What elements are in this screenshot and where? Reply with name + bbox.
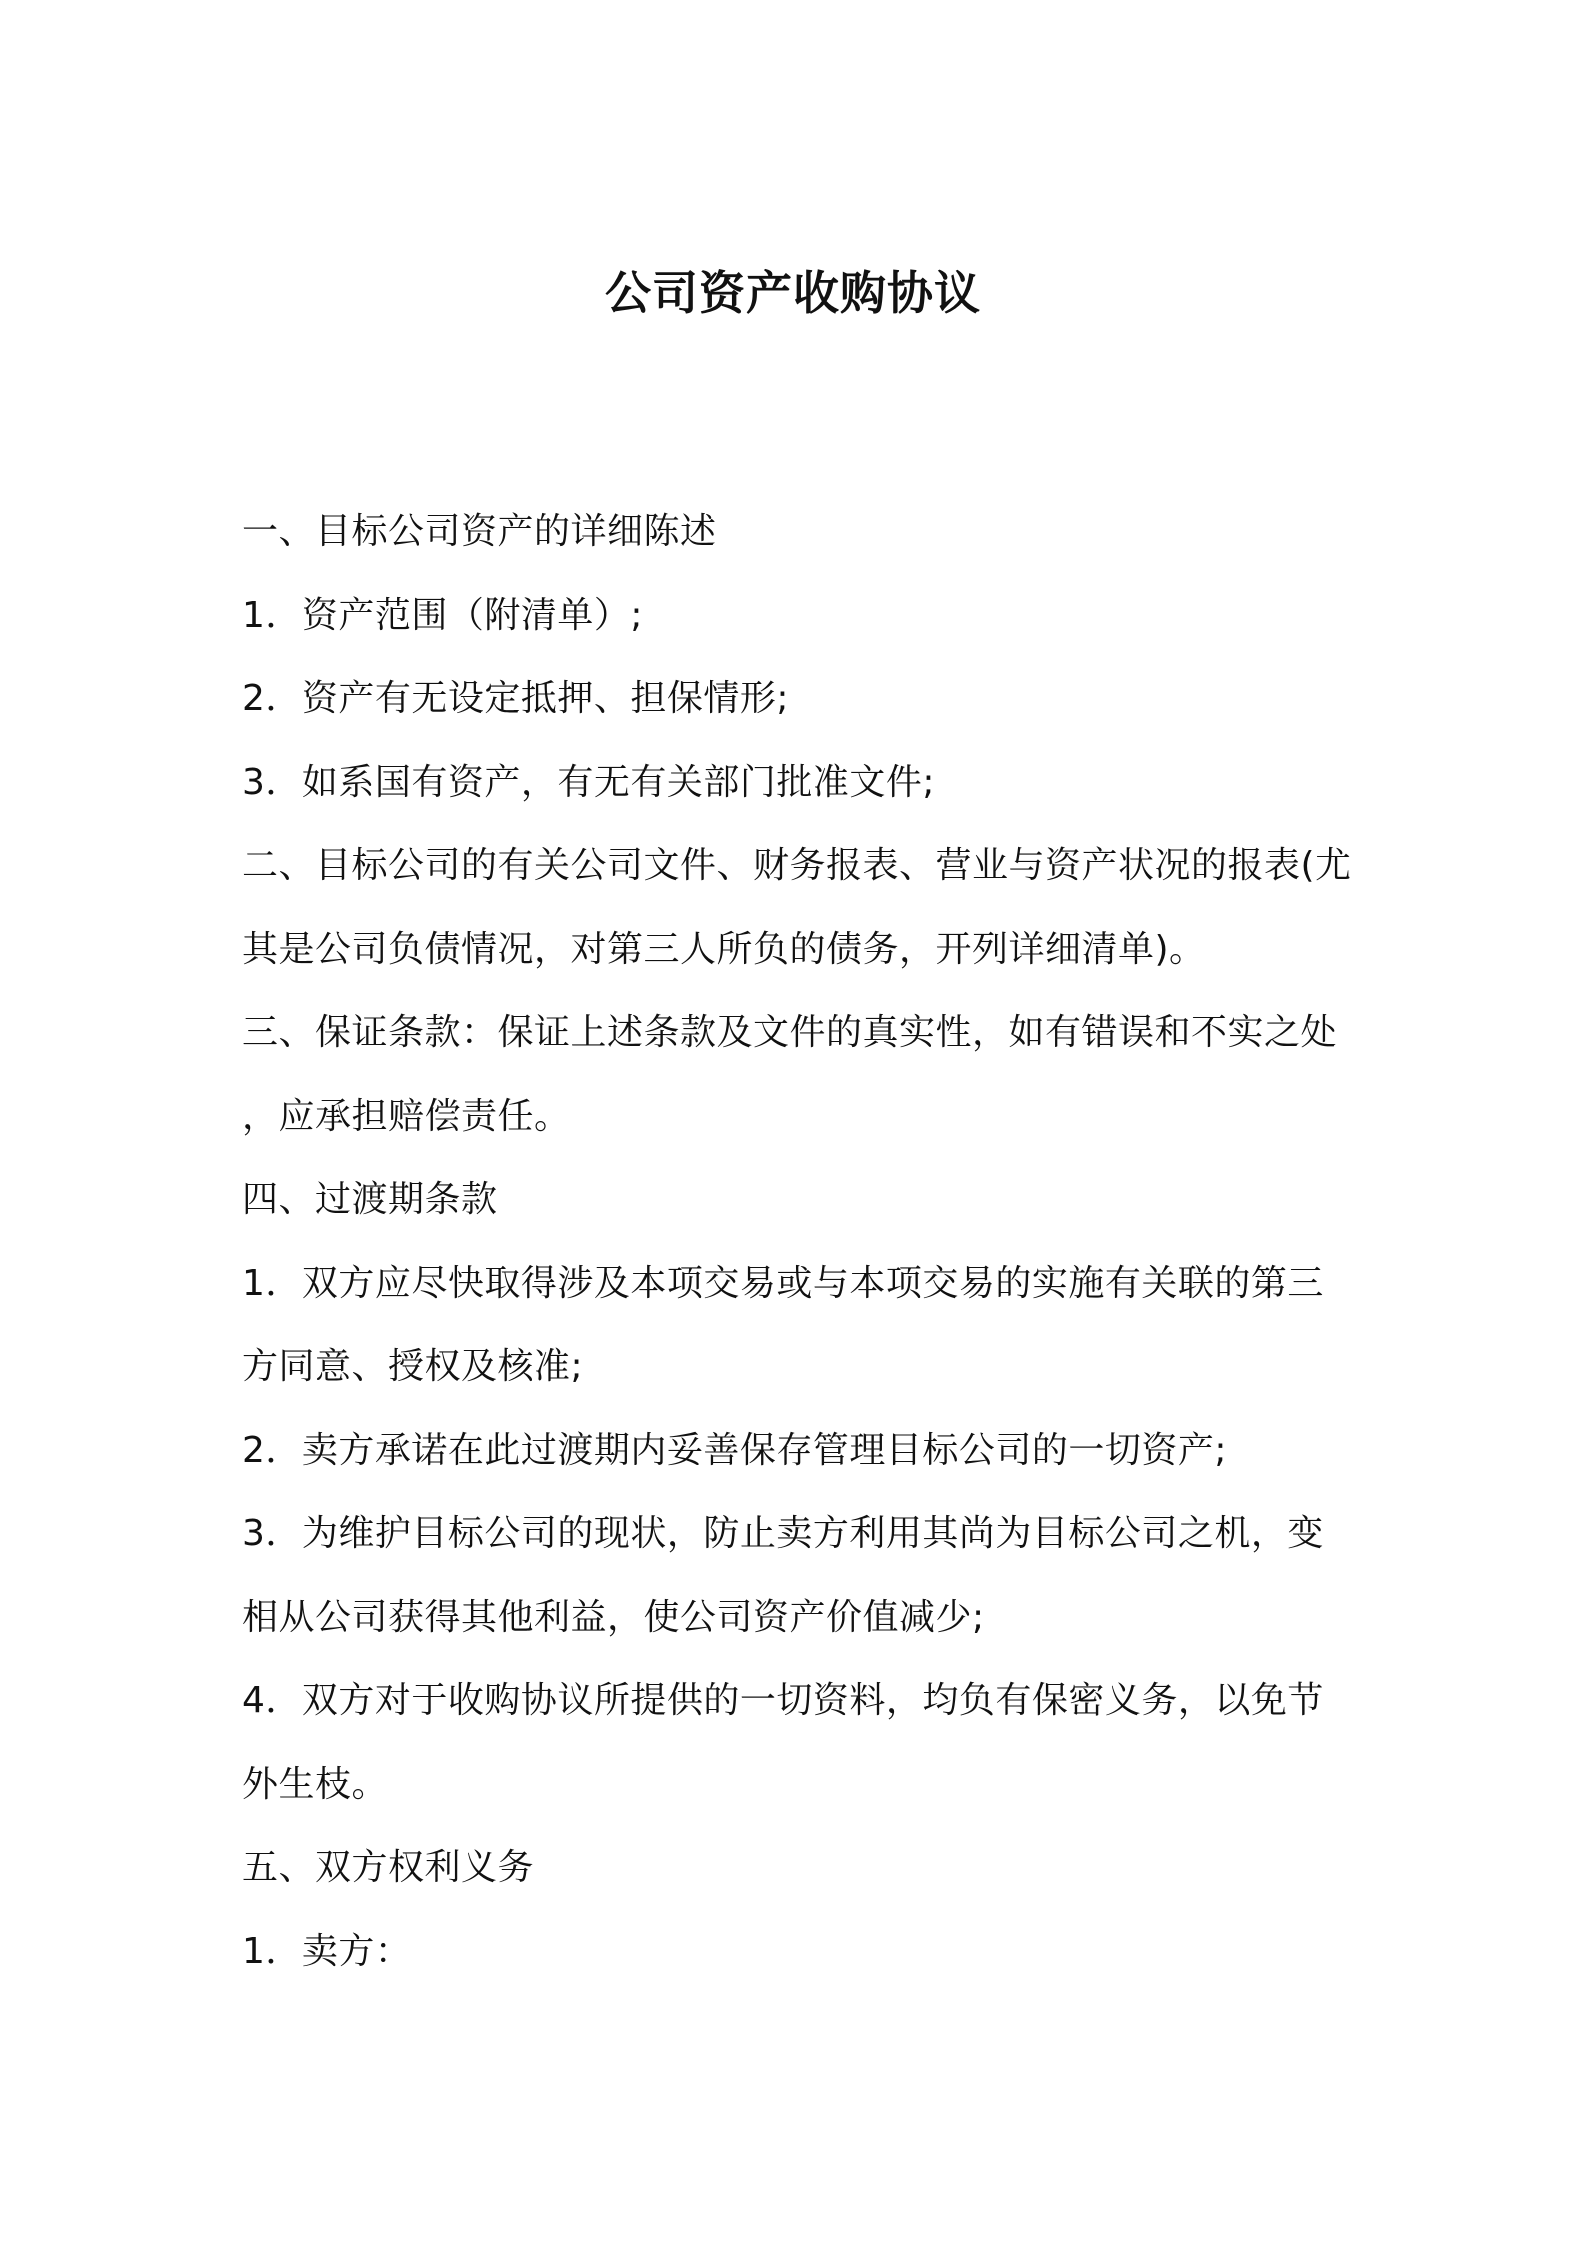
paragraph-line: ，应承担赔偿责任。 [242, 1095, 571, 1137]
paragraph-line: 相从公司获得其他利益，使公司资产价值减少; [242, 1596, 985, 1638]
paragraph-line: 1．资产范围（附清单）; [242, 594, 644, 636]
paragraph-line: 2．卖方承诺在此过渡期内妥善保存管理目标公司的一切资产; [242, 1429, 1228, 1471]
document-body [242, 490, 1362, 1993]
paragraph-line: 1．卖方： [242, 1930, 412, 1972]
section-heading-1: 一、目标公司资产的详细陈述 [242, 511, 717, 552]
paragraph-line: 2．资产有无设定抵押、担保情形; [242, 678, 790, 719]
paragraph-line: 其是公司负债情况，对第三人所负的债务，开列详细清单)。 [242, 928, 1206, 970]
paragraph-line: 4．双方对于收购协议所提供的一切资料，均负有保密义务，以免节 [242, 1680, 1324, 1721]
paragraph-line: 方同意、授权及核准; [242, 1346, 584, 1387]
document-title: 公司资产收购协议 [605, 266, 981, 320]
section-heading-3: 三、保证条款：保证上述条款及文件的真实性，如有错误和不实之处 [242, 1012, 1338, 1053]
paragraph-line: 1．双方应尽快取得涉及本项交易或与本项交易的实施有关联的第三 [242, 1262, 1324, 1304]
section-heading-5: 五、双方权利义务 [242, 1847, 535, 1888]
section-heading-2: 二、目标公司的有关公司文件、财务报表、营业与资产状况的报表(尤 [242, 845, 1352, 886]
section-heading-4: 四、过渡期条款 [242, 1179, 498, 1220]
paragraph-line: 外生枝。 [242, 1763, 389, 1805]
paragraph-line: 3．为维护目标公司的现状，防止卖方利用其尚为目标公司之机，变 [242, 1513, 1324, 1554]
paragraph-line: 3．如系国有资产，有无有关部门批准文件; [242, 761, 936, 803]
